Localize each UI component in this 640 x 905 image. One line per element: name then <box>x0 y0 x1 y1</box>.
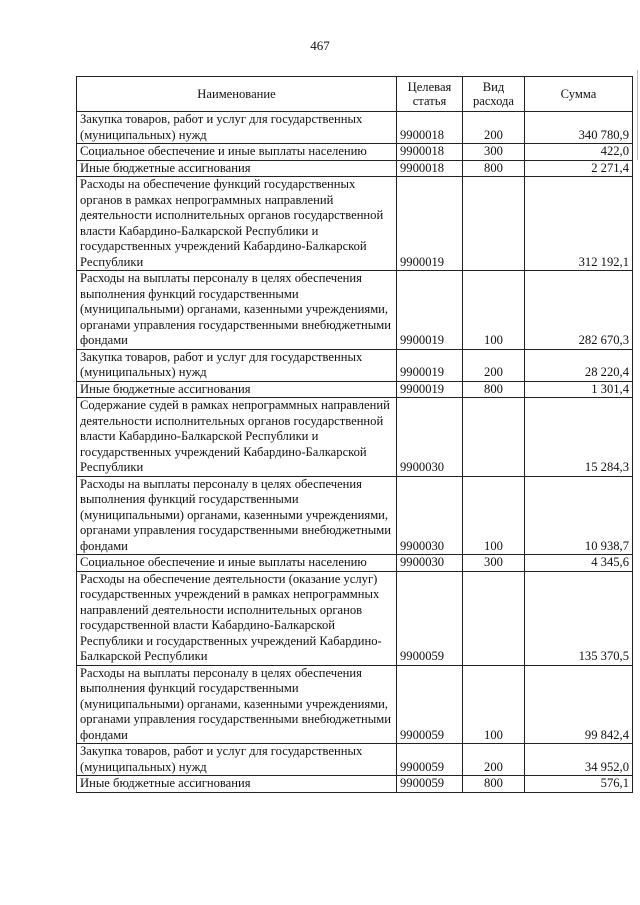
row-name: Закупка товаров, работ и услуг для государственных (муниципальных) нужд <box>77 112 397 144</box>
row-code: 9900018 <box>397 112 463 144</box>
row-type: 800 <box>463 160 525 177</box>
row-code: 9900059 <box>397 665 463 744</box>
header-sum: Сумма <box>525 77 633 112</box>
row-code: 9900018 <box>397 144 463 161</box>
row-code: 9900059 <box>397 744 463 776</box>
table-header-row <box>77 77 633 112</box>
row-name: Расходы на обеспечение деятельности (оказание услуг) государственных учреждений в рамках непрограммных направлений деятельности исполнительных органов государственной власти Кабардино-Балкарской Республики и государственных учреждений Кабардино-Балкарской Республики <box>77 571 397 665</box>
row-type: 200 <box>463 112 525 144</box>
row-name: Закупка товаров, работ и услуг для государственных (муниципальных) нужд <box>77 744 397 776</box>
row-name: Расходы на выплаты персоналу в целях обеспечения выполнения функций государственными (муниципальными) органами, казенными учреждениями, органами управления государственными внебюджетными фондами <box>77 271 397 350</box>
row-name: Расходы на выплаты персоналу в целях обеспечения выполнения функций государственными (муниципальными) органами, казенными учреждениями, органами управления государственными внебюджетными фондами <box>77 476 397 555</box>
header-type-line1: Вид <box>482 80 505 94</box>
row-sum: 282 670,3 <box>525 271 633 350</box>
row-sum: 576,1 <box>525 776 633 793</box>
page-number: 467 <box>310 38 330 53</box>
row-type: 200 <box>463 349 525 381</box>
table-row <box>77 112 633 144</box>
table-row <box>77 349 633 381</box>
header-name: Наименование <box>77 77 397 112</box>
row-code: 9900019 <box>397 271 463 350</box>
row-type: 300 <box>463 144 525 161</box>
row-name: Социальное обеспечение и иные выплаты населению <box>77 555 397 572</box>
table-row <box>77 665 633 744</box>
header-code-line1: Целевая <box>407 80 452 94</box>
row-name: Иные бюджетные ассигнования <box>77 381 397 398</box>
table-row <box>77 571 633 665</box>
row-sum: 4 345,6 <box>525 555 633 572</box>
row-sum: 135 370,5 <box>525 571 633 665</box>
row-code: 9900018 <box>397 160 463 177</box>
row-code: 9900019 <box>397 381 463 398</box>
header-code-line2: статья <box>412 94 447 108</box>
row-type: 100 <box>463 476 525 555</box>
row-type: 800 <box>463 381 525 398</box>
row-name: Иные бюджетные ассигнования <box>77 160 397 177</box>
header-type <box>463 77 525 112</box>
row-sum: 99 842,4 <box>525 665 633 744</box>
row-sum: 34 952,0 <box>525 744 633 776</box>
header-code <box>397 77 463 112</box>
row-code: 9900030 <box>397 398 463 477</box>
row-code: 9900059 <box>397 776 463 793</box>
row-type <box>463 177 525 271</box>
row-type: 800 <box>463 776 525 793</box>
row-sum: 312 192,1 <box>525 177 633 271</box>
row-sum: 340 780,9 <box>525 112 633 144</box>
row-type: 300 <box>463 555 525 572</box>
row-type <box>463 571 525 665</box>
table-row <box>77 381 633 398</box>
row-sum: 2 271,4 <box>525 160 633 177</box>
row-sum: 15 284,3 <box>525 398 633 477</box>
row-type: 100 <box>463 271 525 350</box>
row-name: Закупка товаров, работ и услуг для государственных (муниципальных) нужд <box>77 349 397 381</box>
scan-edge-mark <box>637 70 638 160</box>
row-code: 9900059 <box>397 571 463 665</box>
table-row <box>77 177 633 271</box>
table-row <box>77 555 633 572</box>
row-type: 200 <box>463 744 525 776</box>
row-name: Иные бюджетные ассигнования <box>77 776 397 793</box>
row-code: 9900030 <box>397 476 463 555</box>
row-name: Расходы на выплаты персоналу в целях обеспечения выполнения функций государственными (муниципальными) органами, казенными учреждениями, органами управления государственными внебюджетными фондами <box>77 665 397 744</box>
row-code: 9900019 <box>397 349 463 381</box>
row-sum: 1 301,4 <box>525 381 633 398</box>
row-type: 100 <box>463 665 525 744</box>
row-type <box>463 398 525 477</box>
row-sum: 28 220,4 <box>525 349 633 381</box>
table-row <box>77 398 633 477</box>
row-name: Содержание судей в рамках непрограммных направлений деятельности исполнительных органов государственной власти Кабардино-Балкарской Республики и государственных учреждений Кабардино-Балкарской Республики <box>77 398 397 477</box>
header-type-line2: расхода <box>472 94 515 108</box>
row-name: Социальное обеспечение и иные выплаты населению <box>77 144 397 161</box>
row-code: 9900019 <box>397 177 463 271</box>
row-code: 9900030 <box>397 555 463 572</box>
row-sum: 422,0 <box>525 144 633 161</box>
row-sum: 10 938,7 <box>525 476 633 555</box>
table-row <box>77 144 633 161</box>
table-row <box>77 776 633 793</box>
table-row <box>77 476 633 555</box>
table-row <box>77 744 633 776</box>
table-row <box>77 271 633 350</box>
row-name: Расходы на обеспечение функций государственных органов в рамках непрограммных направлений деятельности исполнительных органов государственной власти Кабардино-Балкарской Республики и государственных учреждений Кабардино-Балкарской Республики <box>77 177 397 271</box>
budget-table <box>76 76 633 793</box>
table-row <box>77 160 633 177</box>
